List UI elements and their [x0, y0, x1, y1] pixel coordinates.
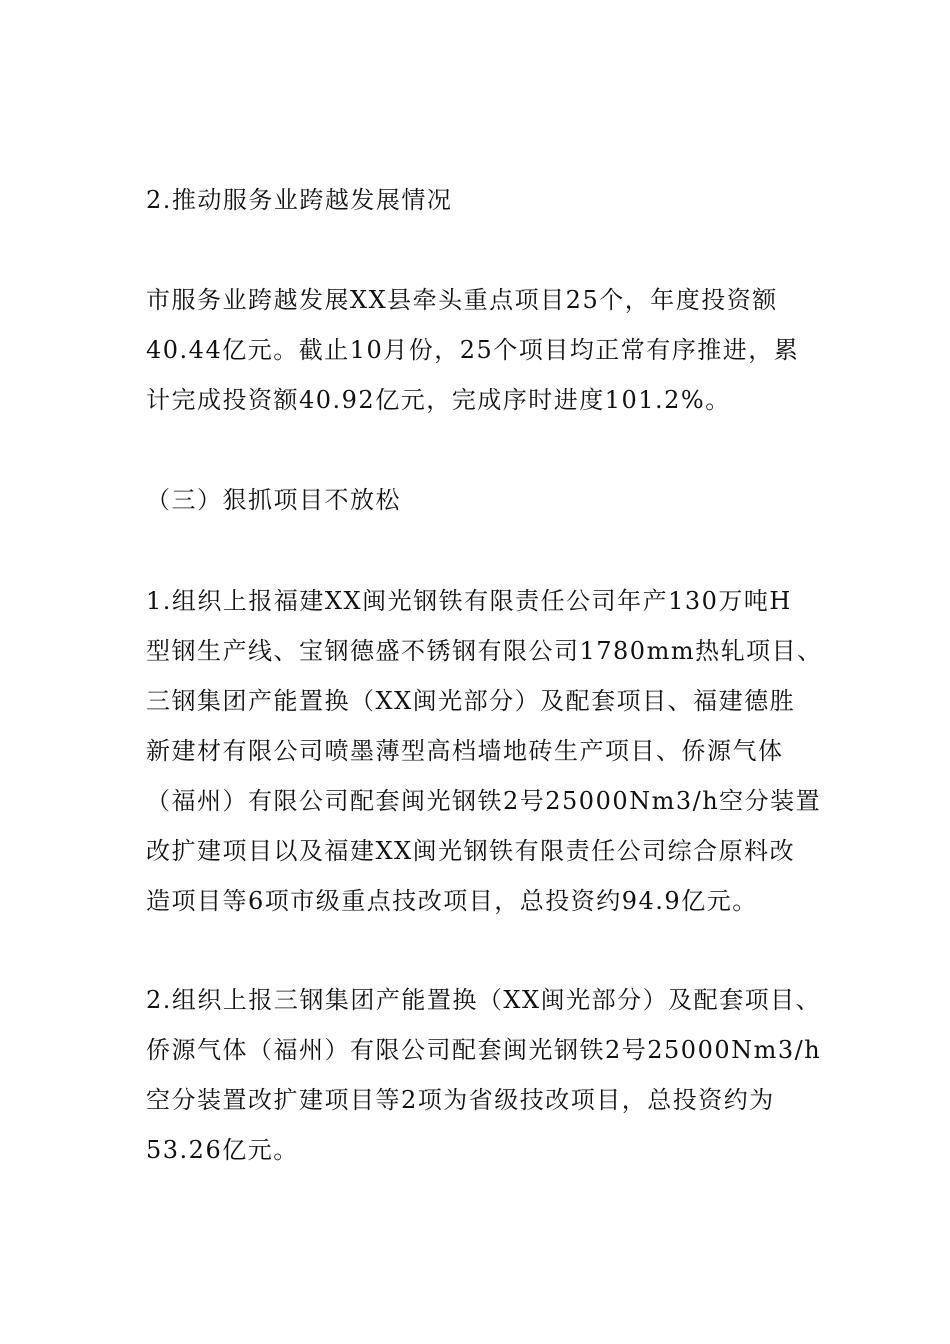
paragraph-line: 改扩建项目以及福建XX闽光钢铁有限责任公司综合原料改 [146, 837, 796, 865]
paragraph-line: 1.组织上报福建XX闽光钢铁有限责任公司年产130万吨H [146, 587, 792, 615]
section-heading-service-development [146, 175, 826, 225]
paragraph-service-investment [146, 275, 826, 425]
paragraph-municipal-projects [146, 576, 826, 926]
heading-text: 2.推动服务业跨越发展情况 [146, 186, 453, 214]
paragraph-line: （福州）有限公司配套闽光钢铁2号25000Nm3/h空分装置 [146, 787, 822, 815]
paragraph-line: 市服务业跨越发展XX县牵头重点项目25个，年度投资额 [146, 286, 778, 314]
paragraph-line: 2.组织上报三钢集团产能置换（XX闽光部分）及配套项目、 [146, 986, 822, 1014]
paragraph-line: 新建材有限公司喷墨薄型高档墙地砖生产项目、侨源气体 [146, 737, 784, 765]
paragraph-line: 40.44亿元。截止10月份，25个项目均正常有序推进，累 [146, 336, 800, 364]
paragraph-line: 侨源气体（福州）有限公司配套闽光钢铁2号25000Nm3/h [146, 1036, 822, 1064]
paragraph-line: 空分装置改扩建项目等2项为省级技改项目，总投资约为 [146, 1086, 775, 1114]
paragraph-line: 三钢集团产能置换（XX闽光部分）及配套项目、福建德胜 [146, 687, 796, 715]
section-heading-projects [146, 475, 826, 525]
paragraph-line: 计完成投资额40.92亿元，完成序时进度101.2%。 [146, 386, 731, 414]
paragraph-provincial-projects [146, 975, 826, 1175]
paragraph-line: 53.26亿元。 [146, 1136, 299, 1164]
heading-text: （三）狠抓项目不放松 [146, 486, 401, 514]
paragraph-line: 型钢生产线、宝钢德盛不锈钢有限公司1780mm热轧项目、 [146, 637, 823, 665]
paragraph-line: 造项目等6项市级重点技改项目，总投资约94.9亿元。 [146, 887, 758, 915]
